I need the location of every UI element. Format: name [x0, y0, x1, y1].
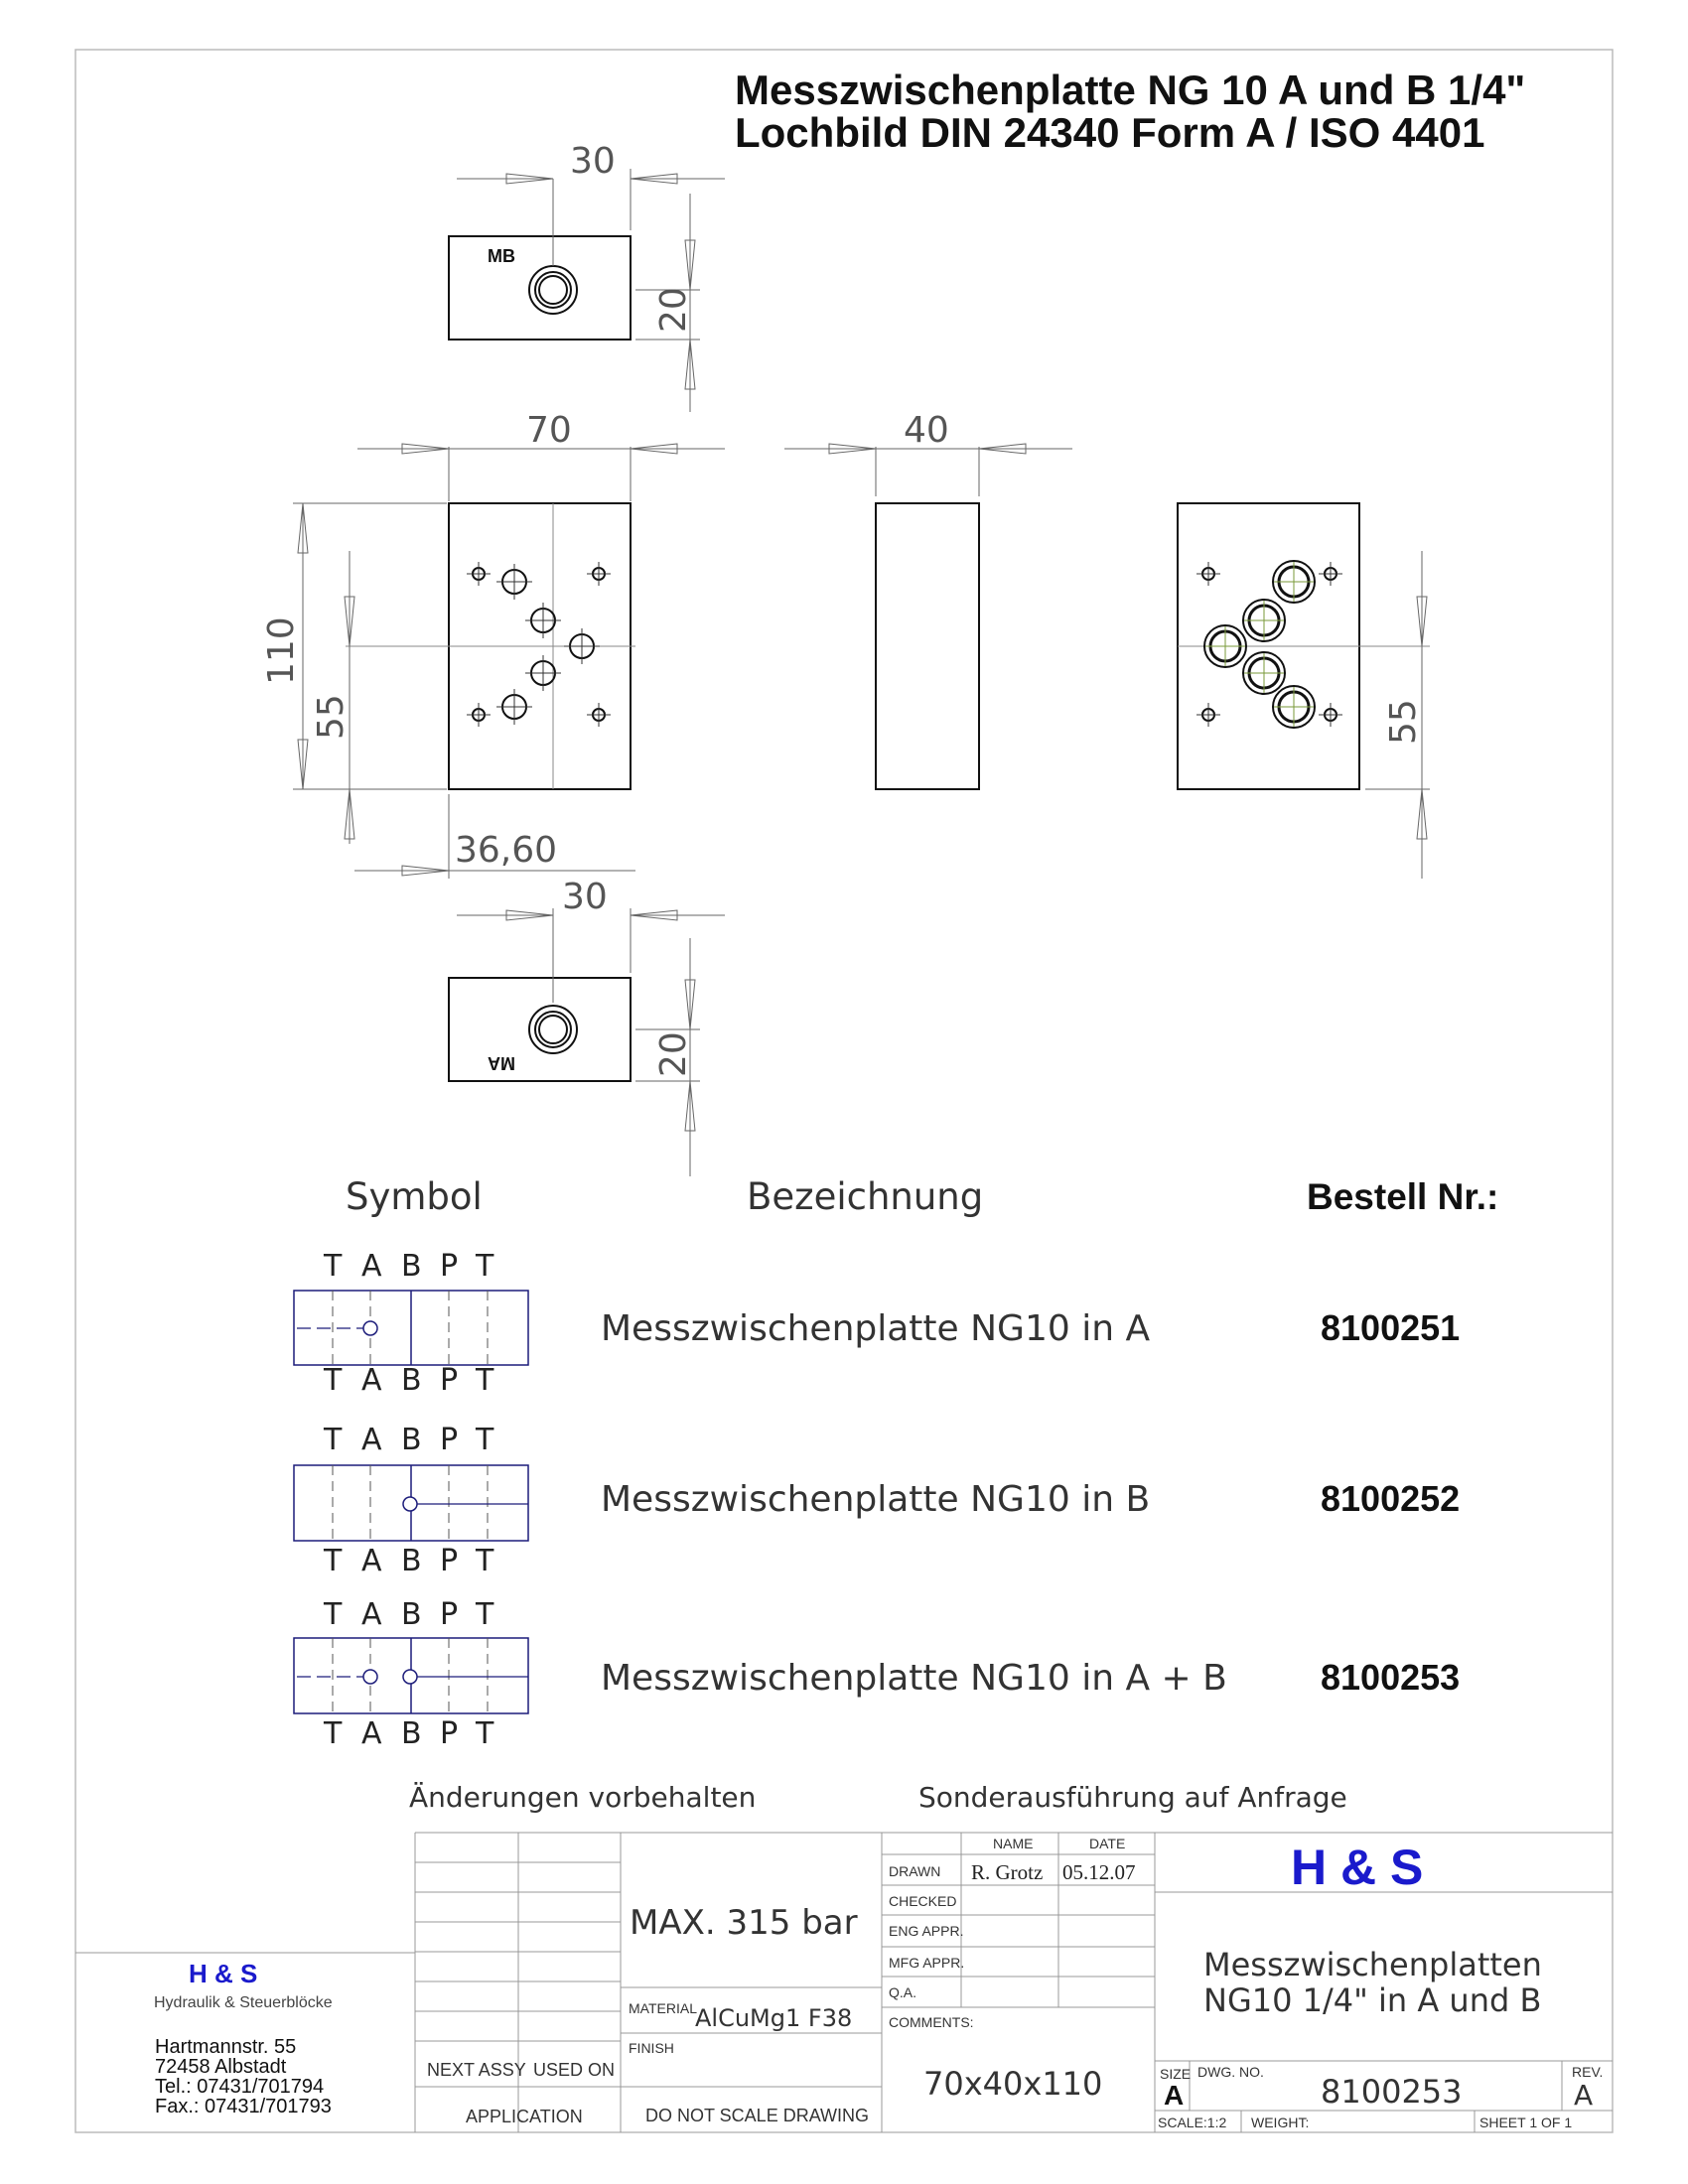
bolt-hole — [587, 562, 611, 586]
dim-front-width: 70 — [526, 410, 572, 451]
top-view — [449, 141, 725, 412]
header-designation: Bezeichnung — [747, 1175, 984, 1218]
port-letter: T — [324, 1597, 343, 1632]
col-date-header: DATE — [1089, 1836, 1126, 1851]
part-description-line1: Messzwischenplatten — [1203, 1946, 1542, 1983]
gauge-port — [363, 1321, 377, 1335]
side-view — [784, 410, 1072, 789]
material-value: AlCuMg1 F38 — [695, 2004, 853, 2032]
drawn-name: R. Grotz — [971, 1860, 1044, 1884]
rev-value: A — [1574, 2079, 1594, 2112]
header-symbol: Symbol — [346, 1175, 483, 1218]
port-label-ma: MA — [488, 1053, 515, 1073]
company-tel: Tel.: 07431/701794 — [155, 2076, 325, 2098]
counterbored-port — [1273, 561, 1315, 603]
port-letter: P — [440, 1249, 459, 1284]
eng-appr-label: ENG APPR. — [889, 1923, 964, 1939]
dim-front-half: 55 — [311, 694, 352, 740]
finish-label: FINISH — [629, 2040, 674, 2056]
application-label: APPLICATION — [466, 2107, 583, 2126]
port-letter: P — [440, 1597, 459, 1632]
port-letter: T — [324, 1363, 343, 1398]
front-view — [261, 410, 725, 879]
gauge-port — [403, 1670, 417, 1684]
port-letter: A — [361, 1363, 382, 1398]
counterbored-port — [1243, 600, 1285, 641]
port-letter: T — [476, 1363, 494, 1398]
port-letter: A — [361, 1249, 382, 1284]
symbol-row-1 — [294, 1249, 528, 1398]
bolt-hole — [467, 703, 491, 727]
part-description-line2: NG10 1/4" in A und B — [1203, 1981, 1542, 2019]
port-letter: P — [440, 1423, 459, 1457]
dwg-no-label: DWG. NO. — [1197, 2064, 1264, 2080]
designation-row-3: Messzwischenplatte NG10 in A + B — [601, 1658, 1227, 1699]
designation-row-1: Messzwischenplatte NG10 in A — [601, 1308, 1151, 1349]
material-label: MATERIAL — [629, 2000, 697, 2016]
port-hole — [564, 628, 600, 664]
port-letter: A — [361, 1544, 382, 1578]
company-tagline: Hydraulik & Steuerblöcke — [154, 1994, 333, 2011]
port-letter: A — [361, 1423, 382, 1457]
port-letter: P — [440, 1544, 459, 1578]
port-letter: T — [324, 1423, 343, 1457]
bolt-hole — [1319, 562, 1342, 586]
company-street: Hartmannstr. 55 — [155, 2036, 297, 2058]
rev-label: REV. — [1572, 2064, 1604, 2080]
port-letter: T — [324, 1249, 343, 1284]
port-letter: A — [361, 1716, 382, 1751]
comments-value: 70x40x110 — [923, 2065, 1103, 2103]
drawn-label: DRAWN — [889, 1863, 941, 1879]
counterbored-port — [1273, 686, 1315, 728]
order-row-2: 8100252 — [1321, 1478, 1461, 1519]
port-letter: T — [324, 1716, 343, 1751]
bolt-hole — [1196, 562, 1220, 586]
do-not-scale-label: DO NOT SCALE DRAWING — [645, 2106, 870, 2125]
drawn-date: 05.12.07 — [1062, 1860, 1136, 1884]
port-letter: P — [440, 1363, 459, 1398]
port-letter: T — [476, 1597, 494, 1632]
company-logo: H & S — [189, 1959, 258, 1988]
port-letter: B — [401, 1597, 422, 1632]
port-letter: T — [476, 1249, 494, 1284]
checked-label: CHECKED — [889, 1893, 957, 1909]
weight-label: WEIGHT: — [1251, 2115, 1310, 2130]
port-letter: B — [401, 1249, 422, 1284]
port-letter: P — [440, 1716, 459, 1751]
gauge-port — [363, 1670, 377, 1684]
port-letter: T — [476, 1423, 494, 1457]
port-letter: B — [401, 1363, 422, 1398]
order-row-3: 8100253 — [1321, 1657, 1461, 1698]
note-special-on-request: Sonderausführung auf Anfrage — [918, 1781, 1347, 1814]
back-view — [1178, 503, 1430, 879]
port-letter: B — [401, 1544, 422, 1578]
port-label-mb: MB — [488, 246, 515, 266]
dim-back-half: 55 — [1383, 699, 1424, 745]
bolt-hole — [587, 703, 611, 727]
company-city: 72458 Albstadt — [155, 2056, 287, 2078]
bottom-view — [449, 877, 725, 1176]
designation-row-2: Messzwischenplatte NG10 in B — [601, 1479, 1151, 1520]
drawing-title-line2: Lochbild DIN 24340 Form A / ISO 4401 — [735, 109, 1485, 156]
port-hole — [525, 603, 561, 638]
dim-front-height: 110 — [261, 616, 302, 685]
port-hole — [496, 564, 532, 600]
port-letter: T — [476, 1716, 494, 1751]
mfg-appr-label: MFG APPR. — [889, 1955, 965, 1971]
next-assy-label: NEXT ASSY — [427, 2060, 526, 2080]
max-pressure: MAX. 315 bar — [630, 1903, 858, 1943]
port-hole — [525, 655, 561, 691]
size-label: SIZE — [1160, 2066, 1192, 2082]
dim-top-height: 20 — [653, 287, 694, 333]
order-row-1: 8100251 — [1321, 1307, 1461, 1348]
bolt-hole — [1319, 703, 1342, 727]
port-hole — [496, 689, 532, 725]
port-letter: T — [476, 1544, 494, 1578]
note-changes-reserved: Änderungen vorbehalten — [409, 1781, 757, 1814]
counterbored-port — [1204, 625, 1246, 667]
title-block-logo: H & S — [1291, 1840, 1424, 1895]
counterbored-port — [1243, 652, 1285, 694]
drawing-title-line1: Messzwischenplatte NG 10 A und B 1/4" — [735, 67, 1526, 113]
qa-label: Q.A. — [889, 1984, 917, 2000]
symbol-row-3 — [294, 1597, 528, 1751]
port-letter: T — [324, 1544, 343, 1578]
sheet-border — [75, 50, 1613, 2132]
bolt-hole — [1196, 703, 1220, 727]
port-letter: B — [401, 1423, 422, 1457]
comments-label: COMMENTS: — [889, 2014, 974, 2030]
dim-bottom-width: 30 — [562, 877, 608, 917]
gauge-port — [403, 1497, 417, 1511]
bolt-hole — [467, 562, 491, 586]
col-name-header: NAME — [993, 1836, 1034, 1851]
sheet-label: SHEET 1 OF 1 — [1479, 2115, 1573, 2130]
dim-top-width: 30 — [570, 141, 616, 182]
header-order-number: Bestell Nr.: — [1307, 1176, 1499, 1217]
port-letter: A — [361, 1597, 382, 1632]
used-on-label: USED ON — [533, 2060, 616, 2080]
port-letter: B — [401, 1716, 422, 1751]
dim-front-offset: 36,60 — [455, 830, 558, 871]
dim-side-width: 40 — [904, 410, 949, 451]
company-fax: Fax.: 07431/701793 — [155, 2096, 332, 2117]
symbol-row-2 — [294, 1423, 528, 1578]
size-value: A — [1164, 2080, 1185, 2111]
dim-bottom-height: 20 — [653, 1031, 694, 1077]
dwg-no-value: 8100253 — [1321, 2073, 1463, 2111]
scale-label: SCALE:1:2 — [1158, 2115, 1227, 2130]
